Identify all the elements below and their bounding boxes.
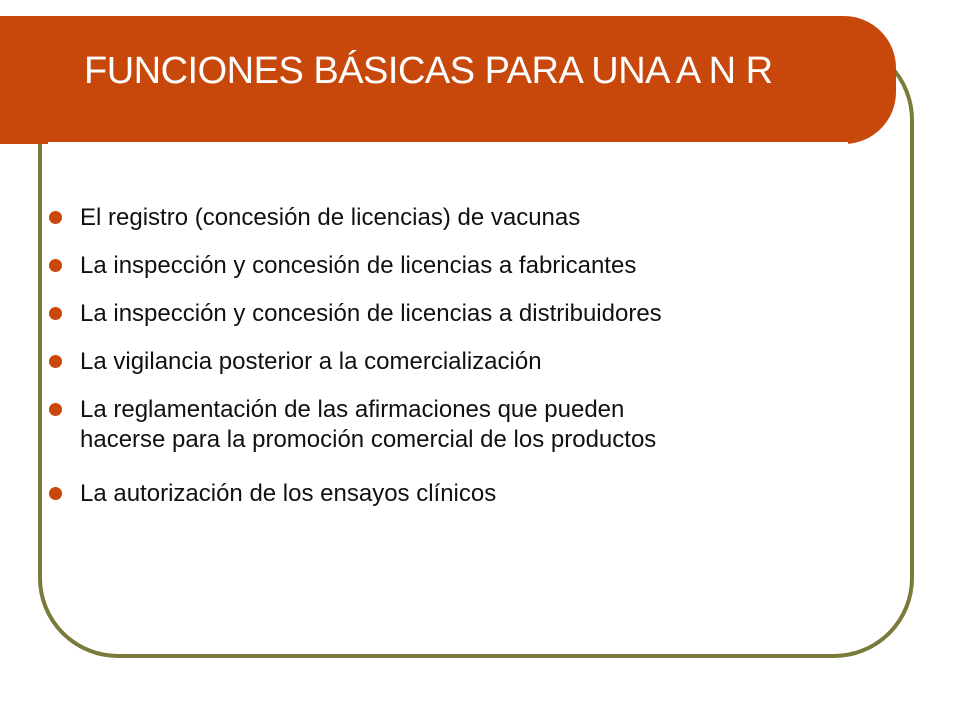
bullet-dot-icon [49, 307, 62, 320]
bullet-list [48, 203, 888, 527]
bullet-dot-icon [49, 355, 62, 368]
bullet-dot-icon [49, 211, 62, 224]
bullet-text: La reglamentación de las afirmaciones que pueden hacerse para la promoción comercial de los productos [80, 396, 657, 453]
bullet-text: El registro (concesión de licencias) de vacunas [80, 204, 581, 231]
bullet-item [48, 251, 888, 281]
bullet-text: La autorización de los ensayos clínicos [80, 480, 497, 507]
bullet-text: La vigilancia posterior a la comercialización [80, 348, 542, 375]
bullet-item [48, 479, 888, 509]
title-underline [48, 142, 848, 146]
bullet-item [48, 347, 888, 377]
bullet-dot-icon [49, 487, 62, 500]
bullet-dot-icon [49, 403, 62, 416]
bullet-item [48, 203, 888, 233]
bullet-item [48, 299, 888, 329]
slide-title: FUNCIONES BÁSICAS PARA UNA A N R [84, 50, 773, 92]
bullet-text: La inspección y concesión de licencias a distribuidores [80, 300, 662, 327]
bullet-text: La inspección y concesión de licencias a fabricantes [80, 252, 637, 279]
bullet-dot-icon [49, 259, 62, 272]
title-bar [0, 16, 896, 144]
bullet-item [48, 395, 888, 455]
